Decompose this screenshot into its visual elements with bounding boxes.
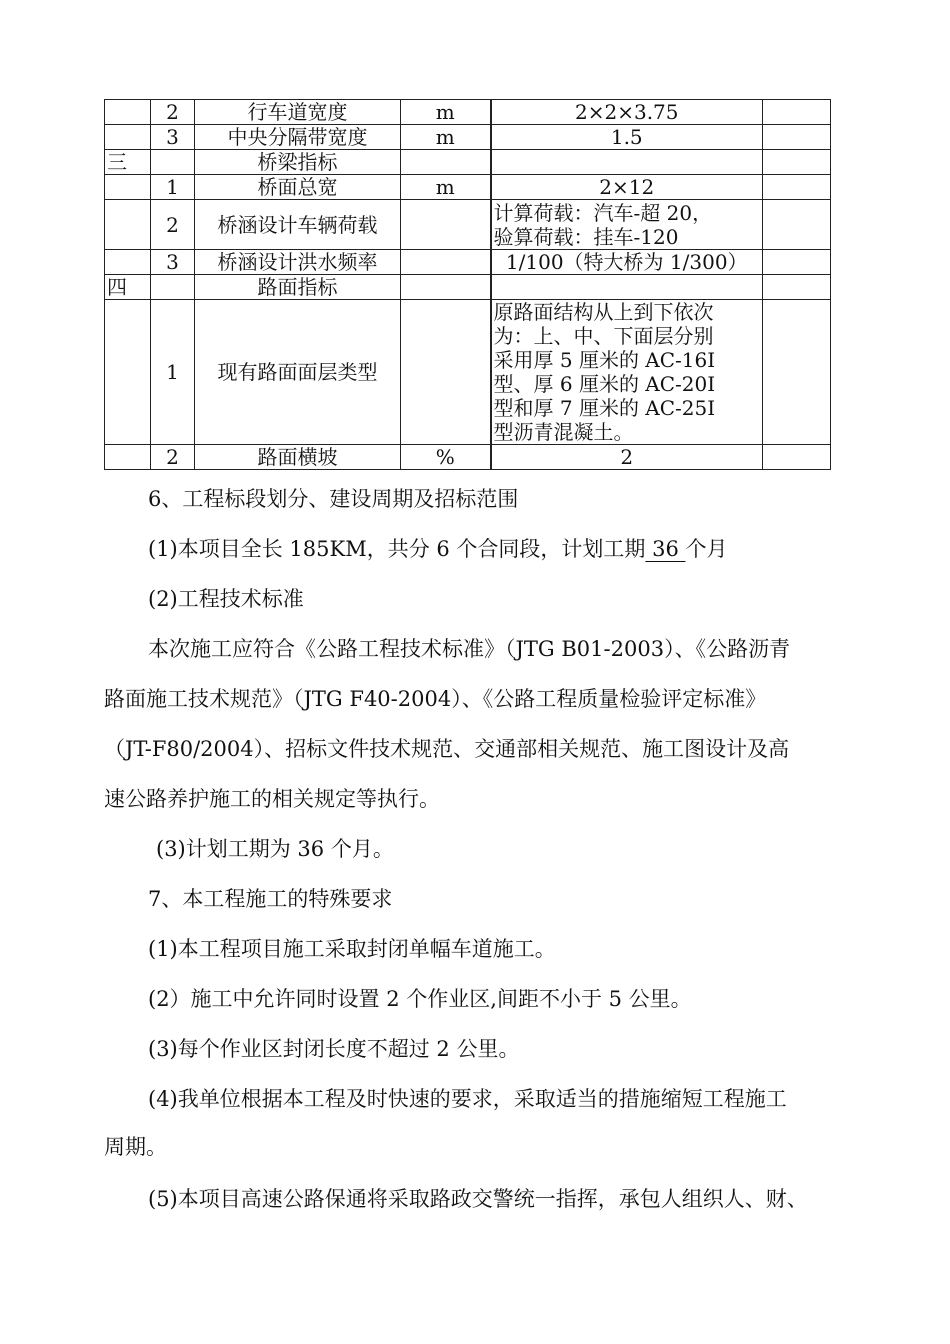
heading-7: 7、本工程施工的特殊要求 — [148, 887, 393, 911]
section-number-cell: 三 — [105, 150, 151, 175]
unit-cell — [401, 200, 491, 250]
note-cell — [763, 200, 831, 250]
note-cell — [763, 100, 831, 125]
note-cell — [763, 300, 831, 445]
note-cell — [763, 175, 831, 200]
note-cell — [763, 150, 831, 175]
item-name-cell: 现有路面面层类型 — [195, 300, 401, 445]
paragraph-4: (3)计划工期为 36 个月。 — [156, 837, 394, 861]
note-cell — [763, 250, 831, 275]
value-cell: 2×12 — [491, 175, 763, 200]
section-number-cell — [105, 125, 151, 150]
requirement-4-line-1: (4)我单位根据本工程及时快速的要求，采取适当的措施缩短工程施工 — [148, 1087, 787, 1111]
unit-cell — [401, 275, 491, 300]
unit-cell: m — [401, 175, 491, 200]
item-name-cell: 路面指标 — [195, 275, 401, 300]
item-number-cell: 2 — [151, 100, 195, 125]
item-number-cell: 2 — [151, 445, 195, 470]
duration-underlined: 36 — [645, 537, 686, 561]
value-cell — [491, 200, 763, 250]
unit-cell: m — [401, 125, 491, 150]
value-line: 型沥青混凝土。 — [493, 420, 634, 444]
value-line: 计算荷载：汽车-超 20， — [493, 200, 713, 225]
paragraph-2: (2)工程技术标准 — [148, 587, 304, 611]
requirement-5: (5)本项目高速公路保通将采取路政交警统一指挥，承包人组织人、财、 — [148, 1187, 808, 1211]
requirement-4-line-2: 周期。 — [104, 1135, 167, 1159]
item-number-cell: 1 — [151, 175, 195, 200]
value-cell — [491, 275, 763, 300]
unit-cell: m — [401, 100, 491, 125]
item-name-cell: 桥涵设计车辆荷载 — [195, 200, 401, 250]
item-name-cell: 桥梁指标 — [195, 150, 401, 175]
section-number-cell — [105, 250, 151, 275]
value-cell: 2×2×3.75 — [491, 100, 763, 125]
value-cell — [491, 150, 763, 175]
paragraph-3-line-3: （JT-F80/2004）、招标文件技术规范、交通部相关规范、施工图设计及高 — [104, 737, 790, 761]
item-name-cell: 桥涵设计洪水频率 — [195, 250, 401, 275]
table-row — [105, 125, 831, 150]
table-row — [105, 150, 831, 175]
value-line: 原路面结构从上到下依次 — [493, 300, 714, 324]
paragraph-3-line-1: 本次施工应符合《公路工程技术标准》（JTG B01-2003）、《公路沥青 — [148, 637, 791, 661]
value-line: 型和厚 7 厘米的 AC-25I — [493, 396, 716, 420]
requirement-3: (3)每个作业区封闭长度不超过 2 公里。 — [148, 1037, 520, 1061]
section-number-cell — [105, 445, 151, 470]
heading-6: 6、工程标段划分、建设周期及招标范围 — [148, 487, 519, 511]
table-row — [105, 300, 831, 445]
value-line: 采用厚 5 厘米的 AC-16I — [493, 348, 716, 372]
section-number-cell: 四 — [105, 275, 151, 300]
requirement-1: (1)本工程项目施工采取封闭单幅车道施工。 — [148, 937, 556, 961]
item-name-cell: 路面横坡 — [195, 445, 401, 470]
table-row — [105, 250, 831, 275]
table-row — [105, 200, 831, 250]
item-number-cell: 2 — [151, 200, 195, 250]
section-number-cell — [105, 175, 151, 200]
item-number-cell: 1 — [151, 300, 195, 445]
note-cell — [763, 445, 831, 470]
item-number-cell: 3 — [151, 250, 195, 275]
section-number-cell — [105, 100, 151, 125]
item-name-cell: 中央分隔带宽度 — [195, 125, 401, 150]
value-cell: 2 — [491, 445, 763, 470]
paragraph-3-line-4: 速公路养护施工的相关规定等执行。 — [104, 787, 440, 811]
unit-cell — [401, 250, 491, 275]
paragraph-1-text: (1)本项目全长 185KM，共分 6 个合同段，计划工期 — [148, 537, 646, 561]
table-row — [105, 175, 831, 200]
note-cell — [763, 125, 831, 150]
value-cell — [491, 300, 763, 445]
paragraph-1-suffix: 个月 — [685, 537, 728, 561]
paragraph-3-line-2: 路面施工技术规范》（JTG F40-2004）、《公路工程质量检验评定标准》 — [104, 687, 767, 711]
value-line: 为：上、中、下面层分别 — [493, 324, 714, 348]
unit-cell: % — [401, 445, 491, 470]
item-name-cell: 行车道宽度 — [195, 100, 401, 125]
table-row — [105, 100, 831, 125]
item-number-cell — [151, 150, 195, 175]
value-line: 型、厚 6 厘米的 AC-20I — [493, 372, 716, 396]
table-row — [105, 275, 831, 300]
requirement-2: (2）施工中允许同时设置 2 个作业区,间距不小于 5 公里。 — [148, 987, 692, 1011]
unit-cell — [401, 150, 491, 175]
item-name-cell: 桥面总宽 — [195, 175, 401, 200]
unit-cell — [401, 300, 491, 445]
paragraph-1 — [148, 536, 727, 562]
value-cell: 1.5 — [491, 125, 763, 150]
value-cell: 1/100（特大桥为 1/300） — [491, 250, 763, 275]
item-number-cell — [151, 275, 195, 300]
item-number-cell: 3 — [151, 125, 195, 150]
note-cell — [763, 275, 831, 300]
section-number-cell — [105, 200, 151, 250]
section-number-cell — [105, 300, 151, 445]
spec-table — [104, 99, 831, 470]
value-line: 验算荷载：挂车-120 — [493, 224, 679, 249]
table-row — [105, 445, 831, 470]
